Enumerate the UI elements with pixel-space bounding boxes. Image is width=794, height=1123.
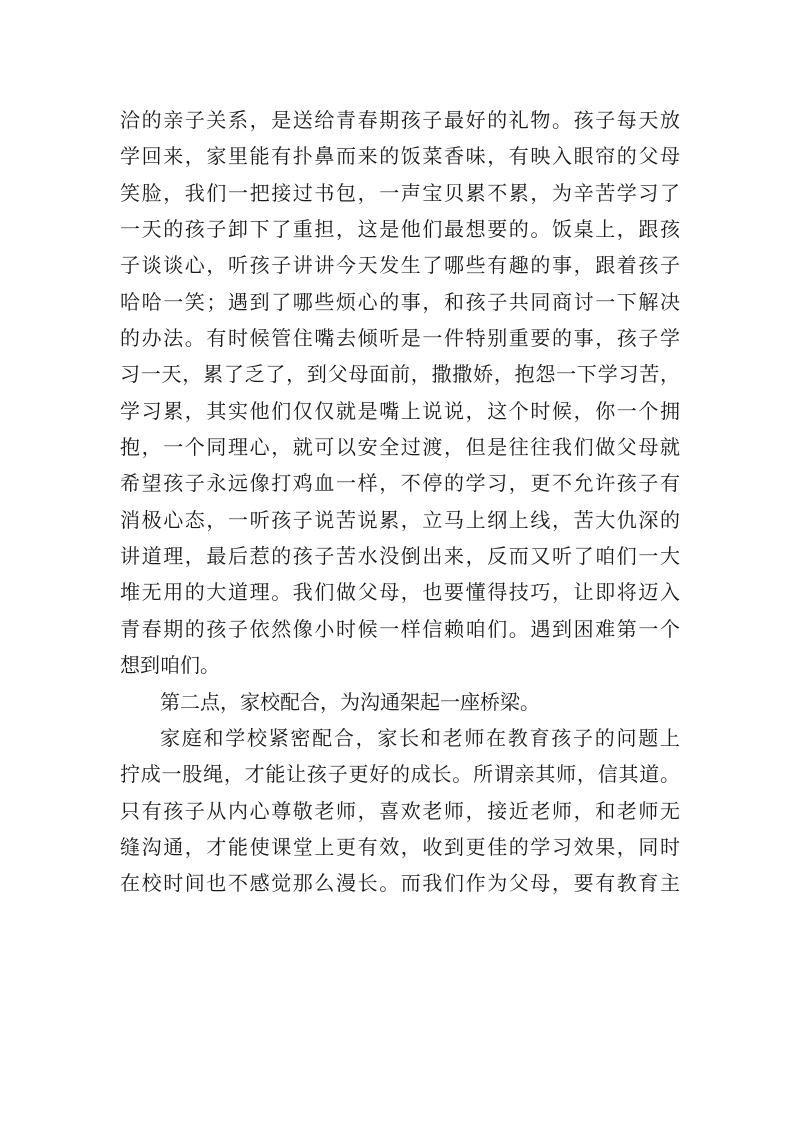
text-line: 抱，一个同理心，就可以安全过渡，但是往往我们做父母就 xyxy=(120,435,680,460)
text-line: 希望孩子永远像打鸡血一样，不停的学习，更不允许孩子有 xyxy=(120,471,680,496)
body-text xyxy=(120,102,680,902)
text-line: 堆无用的大道理。我们做父母，也要懂得技巧，让即将迈入 xyxy=(120,580,680,605)
text-line: 学习累，其实他们仅仅就是嘴上说说，这个时候，你一个拥 xyxy=(120,398,680,423)
text-line: 学回来，家里能有扑鼻而来的饭菜香味，有映入眼帘的父母 xyxy=(120,144,680,169)
text-line: 的办法。有时候管住嘴去倾听是一件特别重要的事，孩子学 xyxy=(120,326,680,351)
text-line: 拧成一股绳，才能让孩子更好的成长。所谓亲其师，信其道。 xyxy=(120,762,680,787)
text-line: 青春期的孩子依然像小时候一样信赖咱们。遇到困难第一个 xyxy=(120,616,680,641)
text-line: 只有孩子从内心尊敬老师，喜欢老师，接近老师，和老师无 xyxy=(120,798,680,823)
text-line: 洽的亲子关系，是送给青春期孩子最好的礼物。孩子每天放 xyxy=(120,108,680,132)
text-line: 消极心态，一听孩子说苦说累，立马上纲上线，苦大仇深的 xyxy=(120,507,680,532)
text-line: 缝沟通，才能使课堂上更有效，收到更佳的学习效果，同时 xyxy=(120,834,680,859)
section-heading: 第二点，家校配合，为沟通架起一座桥梁。 xyxy=(160,689,540,714)
text-line: 家庭和学校紧密配合，家长和老师在教育孩子的问题上 xyxy=(160,725,680,750)
text-line: 习一天，累了乏了，到父母面前，撒撒娇，抱怨一下学习苦， xyxy=(120,362,680,387)
text-line: 讲道理，最后惹的孩子苦水没倒出来，反而又听了咱们一大 xyxy=(120,544,680,569)
text-line: 子谈谈心，听孩子讲讲今天发生了哪些有趣的事，跟着孩子 xyxy=(120,253,680,278)
text-line: 哈哈一笑；遇到了哪些烦心的事，和孩子共同商讨一下解决 xyxy=(120,289,680,314)
text-line: 在校时间也不感觉那么漫长。而我们作为父母，要有教育主 xyxy=(120,871,680,896)
text-line: 想到咱们。 xyxy=(120,653,220,678)
text-line: 一天的孩子卸下了重担，这是他们最想要的。饭桌上，跟孩 xyxy=(120,217,680,242)
text-line: 笑脸，我们一把接过书包，一声宝贝累不累，为辛苦学习了 xyxy=(120,180,680,205)
